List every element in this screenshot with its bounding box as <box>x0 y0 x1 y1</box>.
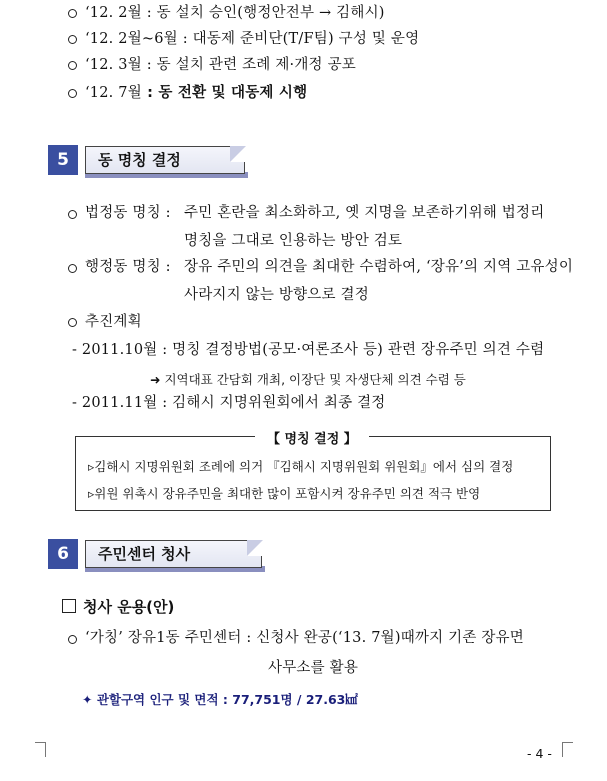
circle-bullet-icon <box>68 61 77 70</box>
subheading: 청사 운용(안) <box>83 598 175 616</box>
timeline-sep: : <box>177 31 193 47</box>
timeline-date: ‘12. 3월 <box>85 57 142 73</box>
section-number: 5 <box>48 145 78 175</box>
title-fold-icon <box>247 540 263 556</box>
timeline-item <box>85 30 419 48</box>
checkbox-square-icon <box>62 599 76 613</box>
timeline-text: 동 전환 및 대동제 시행 <box>158 85 308 101</box>
law-dong-text-cont: 명칭을 그대로 인용하는 방안 검토 <box>184 233 403 249</box>
circle-bullet-icon <box>68 210 77 219</box>
section-number: 6 <box>48 539 78 569</box>
section-title: 동 명칭 결정 <box>85 146 245 174</box>
timeline-text: 동 설치 승인(행정안전부 → 김해시) <box>156 5 385 21</box>
center-item: ‘가칭’ 장유1동 주민센터 : 신청사 완공(‘13. 7월)때까지 기존 장유면 <box>85 630 524 646</box>
page-corner-mark <box>35 742 46 757</box>
timeline-date: ‘12. 2월~6월 <box>85 31 178 47</box>
timeline-sep: : <box>141 57 157 73</box>
decision-line: ▹김해시 지명위원회 조례에 의거 『김해시 지명위원회 위원회』에서 심의 결정 <box>88 459 514 474</box>
law-dong-text: 주민 혼란을 최소화하고, 옛 지명을 보존하기위해 법정리 <box>184 205 545 221</box>
page-corner-mark <box>562 742 573 757</box>
timeline-item <box>85 4 385 22</box>
timeline-text: 동 설치 관련 조례 제·개정 공포 <box>156 57 356 73</box>
plan-item: - 2011.10월 : 명칭 결정방법(공모·여론조사 등) 관련 장유주민 의견 수렴 <box>72 342 545 358</box>
circle-bullet-icon <box>68 318 77 327</box>
timeline-item <box>85 84 307 102</box>
circle-bullet-icon <box>68 35 77 44</box>
admin-dong-text-cont: 사라지지 않는 방향으로 결정 <box>184 287 369 303</box>
circle-bullet-icon <box>68 264 77 273</box>
admin-dong-text: 장유 주민의 의견을 최대한 수렴하여, ‘장유’의 지역 고유성이 <box>184 259 574 275</box>
circle-bullet-icon <box>68 89 77 98</box>
admin-dong-label: 행정동 명칭 : <box>85 259 171 275</box>
title-fold-icon <box>230 146 246 162</box>
section-title: 주민센터 청사 <box>85 540 262 568</box>
timeline-sep: : <box>141 85 159 101</box>
page-number: - 4 - <box>527 746 552 761</box>
decision-box-title: 【 명칭 결정 】 <box>255 428 369 447</box>
law-dong-label: 법정동 명칭 : <box>85 205 171 221</box>
timeline-sep: : <box>141 5 157 21</box>
timeline-date: ‘12. 2월 <box>85 5 142 21</box>
plan-item: - 2011.11월 : 김해시 지명위원회에서 최종 결정 <box>72 395 386 411</box>
timeline-date: ‘12. 7월 <box>85 85 142 101</box>
center-item-cont: 사무소를 활용 <box>268 660 359 676</box>
plan-label: 추진계획 <box>85 314 142 330</box>
timeline-text: 대동제 준비단(T/F팀) 구성 및 운영 <box>192 31 420 47</box>
area-note: ✦ 관할구역 인구 및 면적 : 77,751명 / 27.63㎢ <box>82 692 358 707</box>
circle-bullet-icon <box>68 9 77 18</box>
circle-bullet-icon <box>68 635 77 644</box>
timeline-item <box>85 56 356 74</box>
plan-sub-item: ➜ 지역대표 간담회 개최, 이장단 및 자생단체 의견 수렴 등 <box>150 372 466 387</box>
decision-line: ▹위원 위촉시 장유주민을 최대한 많이 포함시켜 장유주민 의견 적극 반영 <box>88 486 481 501</box>
